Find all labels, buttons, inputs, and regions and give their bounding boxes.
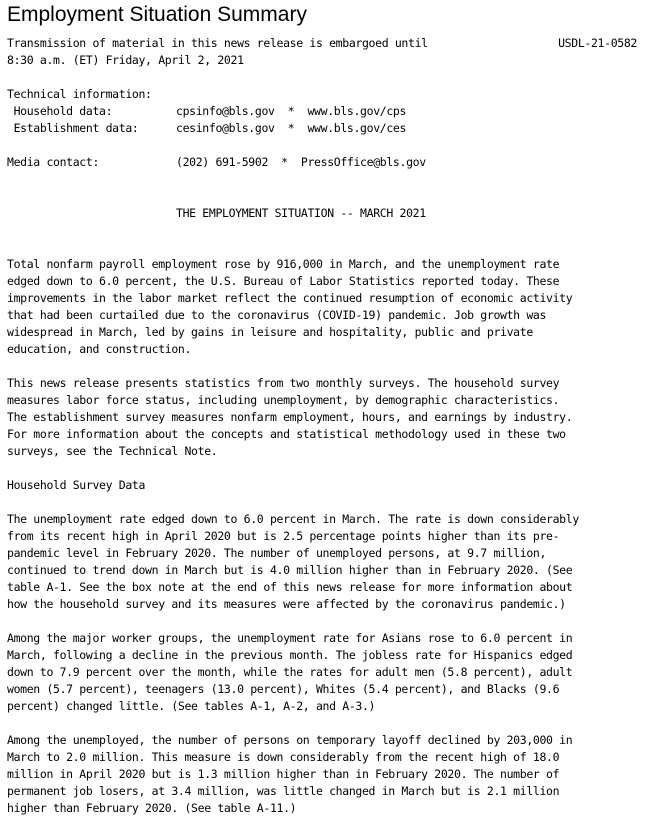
technical-info-heading: Technical information: [7, 87, 152, 101]
page-title: Employment Situation Summary [7, 3, 307, 26]
media-contact-label: Media contact: [7, 155, 100, 169]
household-data-label: Household data: [7, 104, 113, 118]
paragraph-worker-groups: Among the major worker groups, the unemployment rate for Asians rose to 6.0 percent in March, following a decline in the previous month. The jobless rate for Hispanics edged down to 7.9 percent over the month, while the rates for adult men (5.8 percent), adult women (5.7 percent), teenagers (13.0 percent), Whites (5.4 percent), and Blacks (9.6 percent) changed little. (See tables A-1, A-2, and A-3.) [7, 631, 573, 713]
establishment-data-label: Establishment data: [7, 121, 139, 135]
release-number: USDL-21-0582 [558, 36, 637, 50]
establishment-data-contact: cesinfo@bls.gov * www.bls.gov/ces [176, 121, 407, 135]
paragraph-surveys: This news release presents statistics from two monthly surveys. The household survey measures labor force status, including unemployment, by demographic characteristics. The establishment survey measures nonfarm employment, hours, and earnings by industry. For more information about the concepts and statistical methodology used in these two surveys, see the Technical Note. [7, 376, 573, 458]
paragraph-temporary-layoff: Among the unemployed, the number of persons on temporary layoff declined by 203,000 in March to 2.0 million. This measure is down considerably from the recent high of 18.0 million in April 2020 but is 1.3 million higher than in February 2020. The number of permanent job losers, at 3.4 million, was little changed in March but is 2.1 million higher than February 2020. (See table A-11.) [7, 733, 573, 815]
release-heading: THE EMPLOYMENT SITUATION -- MARCH 2021 [176, 206, 426, 220]
section-heading-household: Household Survey Data [7, 478, 146, 492]
embargo-line-2: 8:30 a.m. (ET) Friday, April 2, 2021 [7, 53, 244, 67]
embargo-line-1: Transmission of material in this news release is embargoed until [7, 36, 428, 50]
household-data-contact: cpsinfo@bls.gov * www.bls.gov/cps [176, 104, 407, 118]
paragraph-unemployment-rate: The unemployment rate edged down to 6.0 percent in March. The rate is down considerably from its recent high in April 2020 but is 2.5 percentage points higher than its pre- pandemic level in February 2020. The number of unemployed persons, at 9.7 million, continued to trend down in March but is 4.0 million higher than in February 2020. (See table A-1. See the box note at the end of this news release for more information about how the household survey and its measures were affected by the coronavirus pandemic.) [7, 512, 579, 611]
media-contact-value: (202) 691-5902 * PressOffice@bls.gov [176, 155, 426, 169]
paragraph-overview: Total nonfarm payroll employment rose by 916,000 in March, and the unemployment rate edged down to 6.0 percent, the U.S. Bureau of Labor Statistics reported today. These improvements in the labor market reflect the continued resumption of economic activity that had been curtailed due to the coronavirus (COVID-19) pandemic. Job growth was widespread in March, led by gains in leisure and hospitality, public and private education, and construction. [7, 257, 573, 356]
